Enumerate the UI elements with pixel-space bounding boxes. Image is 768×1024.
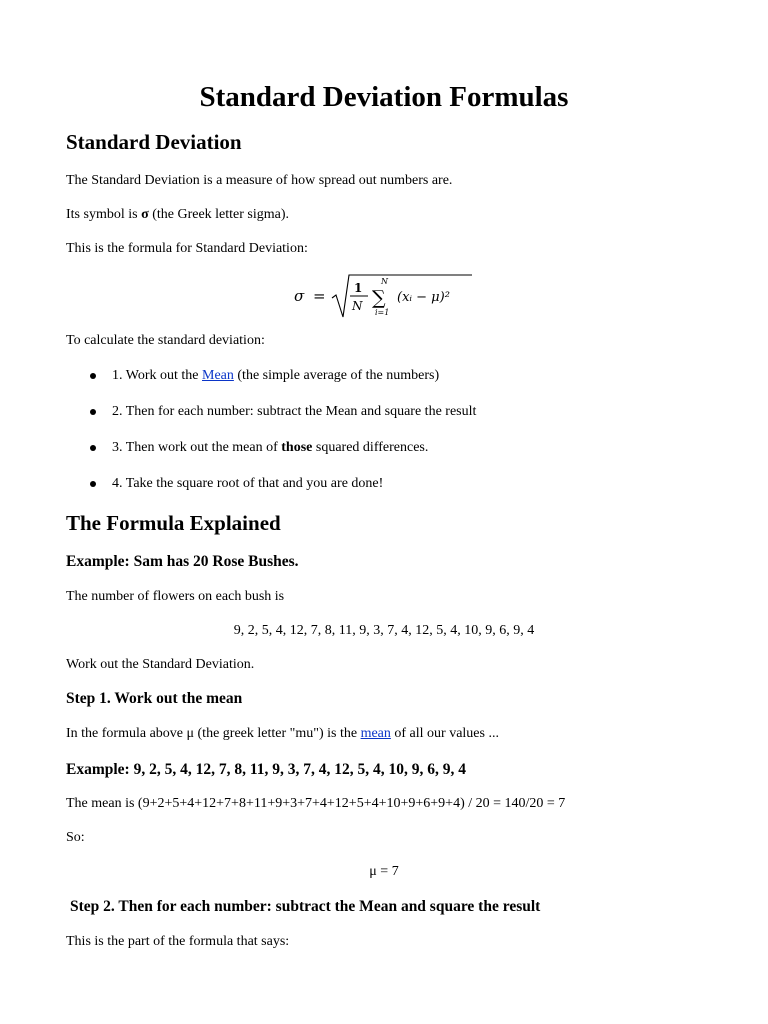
symbol-paragraph — [66, 206, 289, 224]
mean-calculation: The mean is (9+2+5+4+12+7+8+11+9+3+7+4+12+5+4+10+9+6+9+4) / 20 = 140/20 = 7 — [66, 796, 566, 811]
mean-link[interactable]: Mean — [202, 368, 234, 383]
formula-sum-lower: i=1 — [375, 308, 390, 317]
formula-term: (xᵢ − μ)² — [397, 290, 450, 305]
mu-paragraph — [66, 725, 499, 743]
formula-graphic — [288, 268, 478, 322]
section-heading-standard-deviation: Standard Deviation — [66, 130, 242, 154]
work-out-paragraph: Work out the Standard Deviation. — [66, 657, 255, 672]
step2-text: 2. Then for each number: subtract the Mean and square the result — [112, 404, 477, 419]
list-item — [66, 366, 476, 402]
list-item — [66, 402, 476, 438]
formula-equals: = — [313, 287, 326, 305]
step1-heading: Step 1. Work out the mean — [66, 690, 243, 707]
formula-sum-upper: N — [381, 277, 388, 286]
flowers-intro-paragraph: The number of flowers on each bush is — [66, 589, 285, 604]
mu-result: μ = 7 — [369, 864, 399, 879]
mu-prefix: In the formula above μ (the greek letter "mu") is the — [66, 726, 361, 741]
step4-text: 4. Take the square root of that and you are done! — [112, 476, 384, 491]
example2-heading: Example: 9, 2, 5, 4, 12, 7, 8, 11, 9, 3, 7, 4, 12, 5, 4, 10, 9, 6, 9, 4 — [66, 761, 466, 778]
list-item — [66, 438, 476, 474]
intro-paragraph: The Standard Deviation is a measure of how spread out numbers are. — [66, 173, 453, 188]
mu-suffix: of all our values ... — [390, 726, 499, 741]
section-heading-formula-explained: The Formula Explained — [66, 511, 281, 535]
formula-sigma: σ — [294, 287, 305, 305]
formula-numerator: 1 — [354, 281, 363, 295]
steps-list — [66, 366, 476, 510]
step2-heading: Step 2. Then for each number: subtract the Mean and square the result — [70, 898, 541, 915]
step3-suffix: squared differences. — [312, 440, 429, 455]
step1-suffix: (the simple average of the numbers) — [233, 368, 440, 383]
step3-bold: those — [281, 440, 313, 455]
symbol-suffix-text: (the Greek letter sigma). — [148, 207, 290, 222]
flower-values: 9, 2, 5, 4, 12, 7, 8, 11, 9, 3, 7, 4, 12, 5, 4, 10, 9, 6, 9, 4 — [233, 623, 535, 638]
step3-prefix: 3. Then work out the mean of — [112, 440, 282, 455]
example-heading-rose-bushes: Example: Sam has 20 Rose Bushes. — [66, 553, 299, 570]
step1-prefix: 1. Work out the — [112, 368, 202, 383]
formula-sum-symbol: ∑ — [372, 287, 386, 309]
formula-intro-paragraph: This is the formula for Standard Deviation: — [66, 241, 308, 256]
list-item — [66, 474, 476, 510]
page-title: Standard Deviation Formulas — [199, 81, 569, 113]
so-text: So: — [66, 830, 85, 845]
standard-deviation-formula — [288, 268, 478, 327]
sigma-symbol: σ — [141, 207, 149, 222]
calc-intro-paragraph: To calculate the standard deviation: — [66, 333, 265, 348]
part-says-paragraph: This is the part of the formula that says: — [66, 934, 290, 949]
mean-link-2[interactable]: mean — [360, 726, 391, 741]
formula-denominator: N — [352, 299, 363, 313]
symbol-prefix-text: Its symbol is — [66, 207, 142, 222]
